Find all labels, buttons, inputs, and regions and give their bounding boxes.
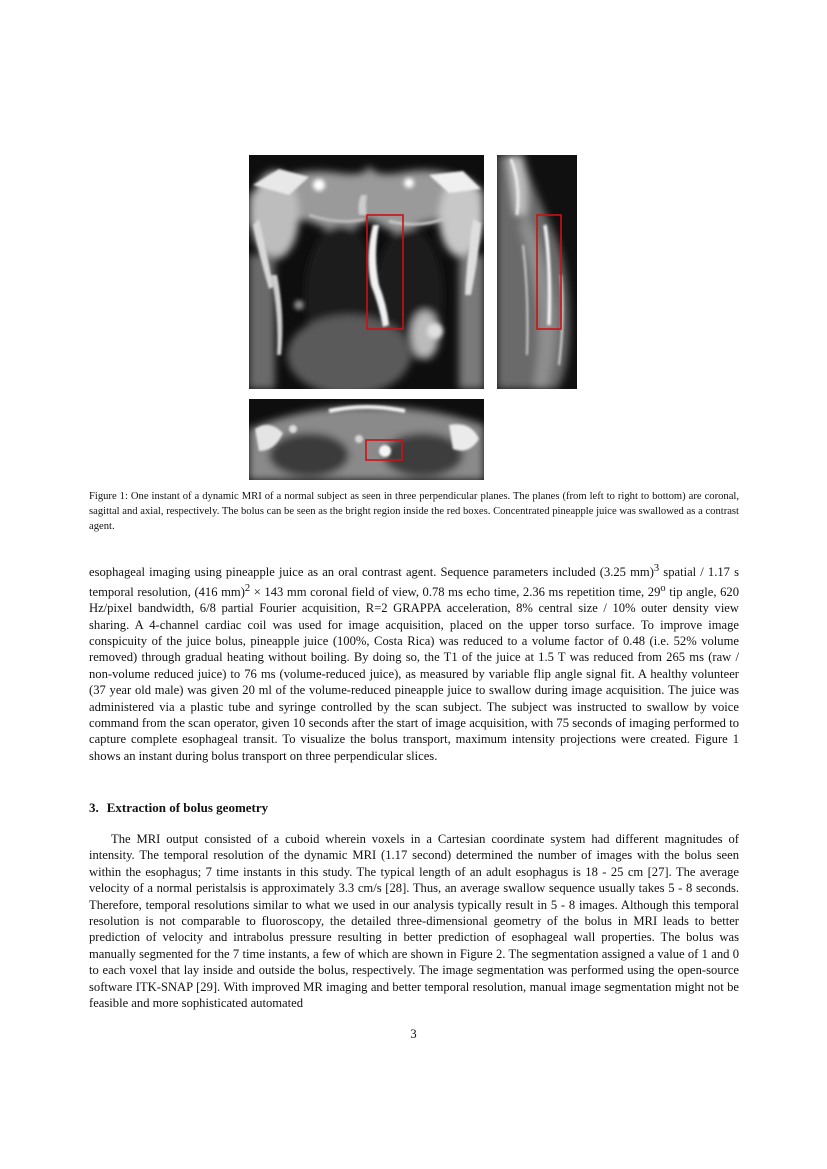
superscript: o xyxy=(660,582,666,594)
section-heading xyxy=(89,800,268,816)
section-title: Extraction of bolus geometry xyxy=(106,800,269,815)
body-paragraph-2: The MRI output consisted of a cuboid wherein voxels in a Cartesian coordinate system had different magnitudes of intensity. The temporal resolution of the dynamic MRI (1.17 second) determined the number of images with the bolus seen within the esophagus; 7 time instants in this study. The typical length of an adult esophagus is 18 - 25 cm [27]. The average velocity of a normal peristalsis is approximately 3.3 cm/s [28]. Thus, an average swallow sequence usually takes 5 - 8 seconds. Therefore, temporal resolutions similar to what we used in our analysis typically result in 5 - 8 images. Although this temporal resolution is not comparable to fluoroscopy, the detailed three-dimensional geometry of the bolus in MRI leads to better prediction of velocity and intrabolus pressure resulting in better prediction of esophageal wall properties. The bolus was manually segmented for the 7 time instants, a few of which are shown in Figure 2. The segmentation assigned a value of 1 and 0 to each voxel that lay inside and outside the bolus, respectively. The image segmentation was performed using the open-source software ITK-SNAP [29]. With improved MR imaging and better temporal resolution, manual image segmentation might not be feasible and more sophisticated automated xyxy=(89,832,739,1011)
page-number: 3 xyxy=(410,1027,417,1041)
mri-coronal-image xyxy=(249,155,484,389)
paragraph-text: × 143 mm coronal field of view, 0.78 ms echo time, 2.36 ms repetition time, 29 xyxy=(250,584,661,599)
superscript: 2 xyxy=(244,582,251,594)
paragraph-text: esophageal imaging using pineapple juice as an oral contrast agent. Sequence parameters included (3.25 mm) xyxy=(89,565,654,580)
section-number: 3. xyxy=(89,800,99,815)
body-paragraph-1 xyxy=(89,561,739,764)
paragraph-text: tip angle, 620 Hz/pixel bandwidth, 6/8 partial Fourier acquisition, R=2 GRAPPA acceleration, 8% central size / 10% outer density view sharing. A 4-channel cardiac coil was used for image acquisition, placed on the upper torso surface. To improve image conspicuity of the juice bolus, pineapple juice (100%, Costa Rica) was reduced to a volume factor of 0.48 (i.e. 52% volume removed) through gradual heating without boiling. By doing so, the T1 of the juice at 1.5 T was reduced from 265 ms (raw / non-volume reduced juice) to 76 ms (volume-reduced juice), as measured by variable flip angle signal fit. A healthy volunteer (37 year old male) was given 20 ml of the volume-reduced pineapple juice to swallow during image acquisition. The juice was administered via a plastic tube and syringe controlled by the scan subject. The subject was instructed to swallow by voice command from the scan operator, given 10 seconds after the start of image acquisition, with 75 seconds of imaging performed to capture complete esophageal transit. To visualize the bolus transport, maximum intensity projections were created. Figure 1 shows an instant during bolus transport on three perpendicular slices. xyxy=(89,584,739,763)
mri-axial-image xyxy=(249,399,484,480)
mri-sagittal-image xyxy=(497,155,577,389)
superscript: 3 xyxy=(653,563,660,574)
paragraph-text: spatial / 1.17 s temporal resolution, (416 mm) xyxy=(89,565,739,599)
figure-caption: Figure 1: One instant of a dynamic MRI of a normal subject as seen in three perpendicular planes. The planes (from left to right to bottom) are coronal, sagittal and axial, respectively. The bolus can be seen as the bright region inside the red boxes. Concentrated pineapple juice was swallowed as a contrast agent. xyxy=(89,491,739,533)
